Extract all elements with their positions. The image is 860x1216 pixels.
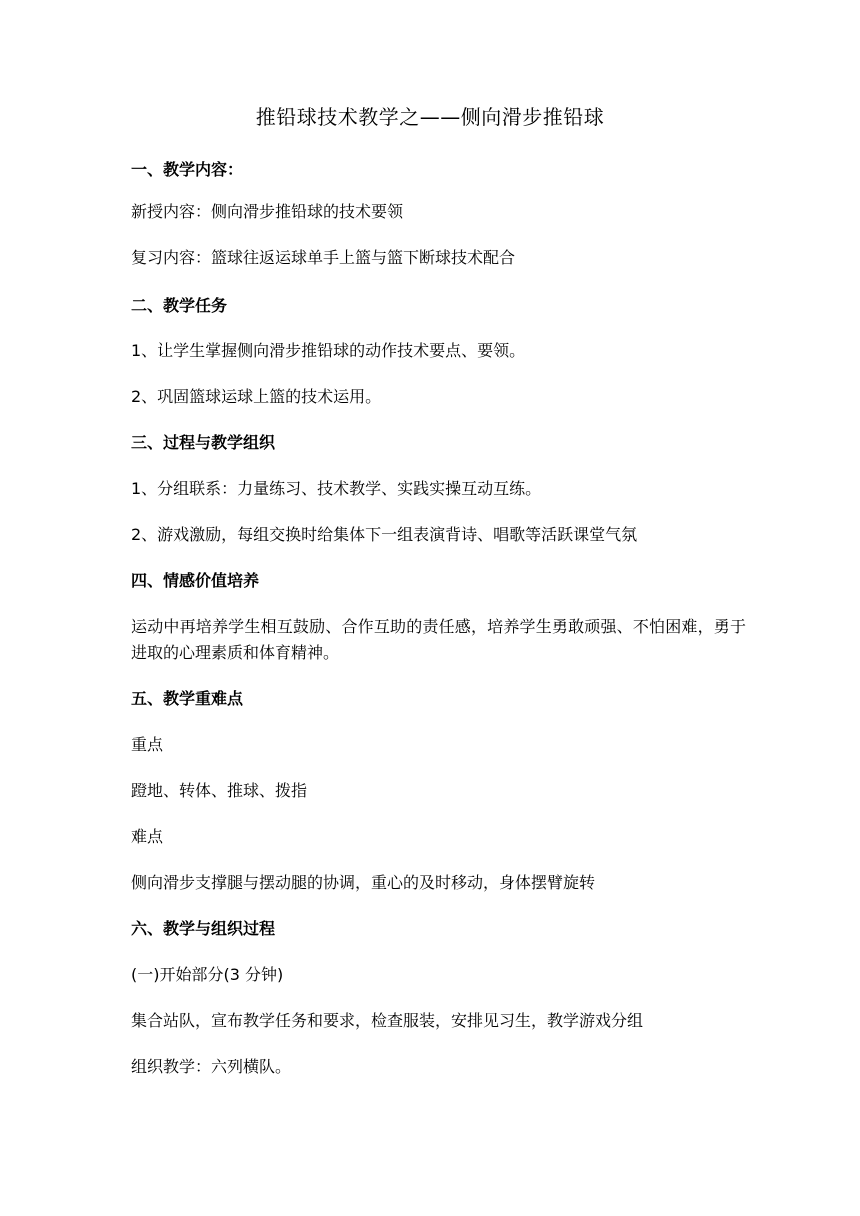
section-heading-2: 二、教学任务 [131, 296, 228, 315]
paragraph-review-content: 复习内容：篮球往返运球单手上篮与篮下断球技术配合 [131, 248, 516, 267]
paragraph-process-2: 2、游戏激励，每组交换时给集体下一组表演背诗、唱歌等活跃课堂气氛 [131, 525, 638, 544]
paragraph-difficulty: 侧向滑步支撑腿与摆动腿的协调，重心的及时移动，身体摆臂旋转 [131, 873, 596, 892]
paragraph-process-1: 1、分组联系：力量练习、技术教学、实践实操互动互练。 [131, 479, 542, 498]
paragraph-opening-part: (一)开始部分(3 分钟) [131, 965, 284, 984]
label-key-point: 重点 [131, 735, 164, 754]
paragraph-assembly: 集合站队，宣布教学任务和要求，检查服装，安排见习生，教学游戏分组 [131, 1011, 644, 1030]
section-heading-4: 四、情感价值培养 [131, 571, 260, 590]
paragraph-new-content: 新授内容：侧向滑步推铅球的技术要领 [131, 202, 404, 221]
section-heading-3: 三、过程与教学组织 [131, 433, 276, 452]
section-heading-5: 五、教学重难点 [131, 689, 244, 708]
paragraph-key-point: 蹬地、转体、推球、拨指 [131, 781, 308, 800]
section-heading-6: 六、教学与组织过程 [131, 919, 276, 938]
section-heading-1: 一、教学内容： [131, 160, 244, 179]
paragraph-emotion-value: 运动中再培养学生相互鼓励、合作互助的责任感，培养学生勇敢顽强、不怕困难，勇于进取的心理素质和体育精神。 [131, 617, 746, 662]
paragraph-task-1: 1、让学生掌握侧向滑步推铅球的动作技术要点、要领。 [131, 341, 526, 360]
label-difficulty: 难点 [131, 827, 164, 846]
document-title: 推铅球技术教学之——侧向滑步推铅球 [255, 105, 605, 129]
paragraph-organization: 组织教学：六列横队。 [131, 1057, 292, 1076]
paragraph-task-2: 2、巩固篮球运球上篮的技术运用。 [131, 387, 382, 406]
